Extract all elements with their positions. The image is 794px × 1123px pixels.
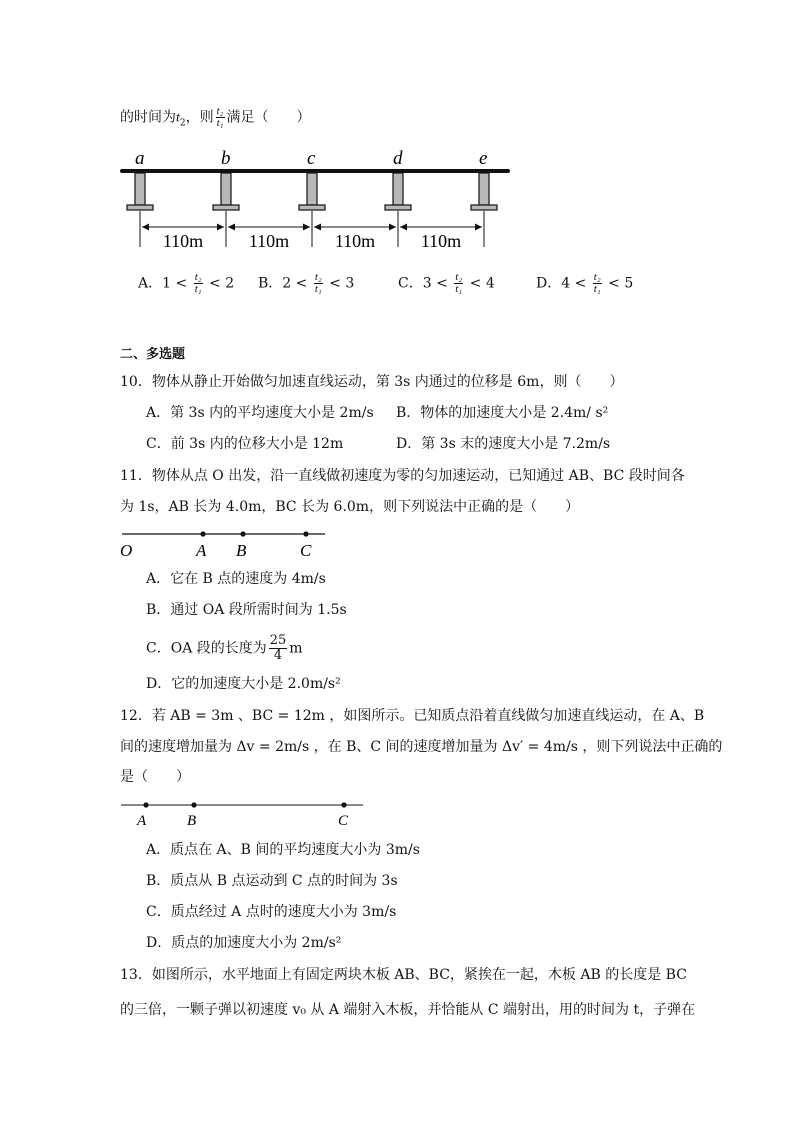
bridge-pier <box>393 173 403 205</box>
dimension-arrow-right <box>389 224 396 231</box>
dimension-arrow-right <box>303 224 310 231</box>
q9-stem-text-b: ，则 <box>185 109 214 126</box>
q12-stem-line3: 是（ ） <box>120 769 190 785</box>
bridge-pier <box>307 173 317 205</box>
q9-stem-t: t <box>176 110 180 126</box>
span-label: 110m <box>420 231 462 251</box>
dimension-arrow-left <box>400 224 407 231</box>
q11-stem-line1: 11．物体从点 O 出发，沿一直线做初速度为零的匀加速运动，已知通过 AB、BC 段时间各 <box>120 468 685 484</box>
q11-stem-line2: 为 1s，AB 长为 4.0m，BC 长为 6.0m，则下列说法中正确的是（ ） <box>120 499 580 515</box>
q11-option-a[interactable]: A．它在 B 点的速度为 4m/s <box>146 571 326 587</box>
bridge-pier-base <box>385 205 411 210</box>
q11-line-diagram <box>115 525 335 561</box>
q12-label-c: C <box>338 813 349 829</box>
q9-option-d[interactable]: D．4 < $\frac{\text{t₂}}{\text{t₁}}$ < 5 <box>536 271 634 295</box>
q11-point-a <box>200 531 205 536</box>
q9-option-b[interactable]: B．2 < $\frac{\text{t₂}}{\text{t₁}}$ < 3 <box>258 271 355 295</box>
q9-option-c[interactable]: C．3 < $\frac{\text{t₂}}{\text{t₁}}$ < 4 <box>398 271 495 295</box>
dimension-arrow-left <box>228 224 235 231</box>
q9-stem: 的时间为$t_2$，则 $\frac{\text{t₂}}{\text{t₁}}$ 满足（ ） <box>120 105 311 129</box>
dimension-arrow-right <box>217 224 224 231</box>
q11-option-b[interactable]: B．通过 OA 段所需时间为 1.5s <box>146 602 347 618</box>
bridge-pier-base <box>299 205 325 210</box>
dimension-arrow-right <box>475 224 482 231</box>
span-label: 110m <box>334 231 376 251</box>
q10-option-c[interactable]: C．前 3s 内的位移大小是 12m <box>146 436 344 452</box>
q12-option-b[interactable]: B．质点从 B 点运动到 C 点的时间为 3s <box>146 873 398 889</box>
q12-option-c[interactable]: C．质点经过 A 点时的速度大小为 3m/s <box>146 904 397 920</box>
span-label: 110m <box>162 231 204 251</box>
q10-option-a[interactable]: A．第 3s 内的平均速度大小是 2m/s <box>146 405 374 421</box>
bridge-pier <box>221 173 231 205</box>
q13-stem-line2: 的三倍，一颗子弹以初速度 v₀ 从 A 端射入木板，并恰能从 C 端射出，用的时间为 t，子弹在 <box>120 1002 696 1018</box>
q10-option-b[interactable]: B．物体的加速度大小是 2.4m/ s² <box>396 405 609 421</box>
q12-option-a[interactable]: A．质点在 A、B 间的平均速度大小为 3m/s <box>146 842 420 858</box>
dimension-arrow-left <box>142 224 149 231</box>
q9-option-a[interactable]: A．1 < $\frac{\text{t₂}}{\text{t₁}}$ < 2 <box>138 271 235 295</box>
q12-label-a: A <box>137 813 147 829</box>
q9-stem-fraction: $\frac{\text{t₂}}{\text{t₁}}$ <box>216 105 224 129</box>
q10-option-d[interactable]: D．第 3s 末的速度大小是 7.2m/s <box>396 436 611 452</box>
q13-stem-line1: 13．如图所示，水平地面上有固定两块木板 AB、BC，紧挨在一起，木板 AB 的长度是 BC <box>120 967 687 983</box>
bridge-pier <box>479 173 489 205</box>
pier-label: c <box>307 148 316 169</box>
bridge-pier-base <box>127 205 153 210</box>
q11-label-b: B <box>236 541 247 560</box>
pier-label: d <box>393 148 403 169</box>
q9-stem-text-a: 的时间为 <box>120 109 176 126</box>
q11-option-c[interactable]: C．OA 段的长度为 $\frac{25}{4}$ m <box>146 633 303 663</box>
pier-label: b <box>221 148 231 169</box>
q10-stem: 10．物体从静止开始做匀加速直线运动，第 3s 内通过的位移是 6m，则（ ） <box>120 374 624 390</box>
q11-point-b <box>240 531 245 536</box>
pier-label: e <box>479 148 488 169</box>
dimension-arrow-left <box>314 224 321 231</box>
q12-line-diagram <box>118 795 368 831</box>
q12-label-b: B <box>187 813 197 829</box>
bridge-pier-base <box>471 205 497 210</box>
q11-option-d[interactable]: D．它的加速度大小是 2.0m/s² <box>146 676 341 692</box>
q11-label-a: A <box>196 541 207 560</box>
pier-label: a <box>135 148 145 169</box>
section-title: 二、多选题 <box>120 347 186 362</box>
q12-option-d[interactable]: D．质点的加速度大小为 2m/s² <box>146 935 342 951</box>
q12-point-c <box>341 802 346 807</box>
q11-label-c: C <box>300 541 312 560</box>
bridge-pier-base <box>213 205 239 210</box>
q12-point-b <box>191 802 196 807</box>
q12-stem-line2: 间的速度增加量为 Δv = 2m/s ，在 B、C 间的速度增加量为 Δv′ = 4m/s ，则下列说法中正确的 <box>120 739 723 755</box>
q9-stem-text-c: 满足（ ） <box>226 109 311 126</box>
q12-point-a <box>143 802 148 807</box>
q9-bridge-diagram <box>110 145 520 260</box>
bridge-pier <box>135 173 145 205</box>
q11-point-c <box>303 531 308 536</box>
q12-stem-line1: 12．若 AB = 3m 、BC = 12m ，如图所示。已知质点沿着直线做匀加速直线运动，在 A、B <box>120 708 705 724</box>
span-label: 110m <box>248 231 290 251</box>
q11-label-o: O <box>120 541 133 560</box>
